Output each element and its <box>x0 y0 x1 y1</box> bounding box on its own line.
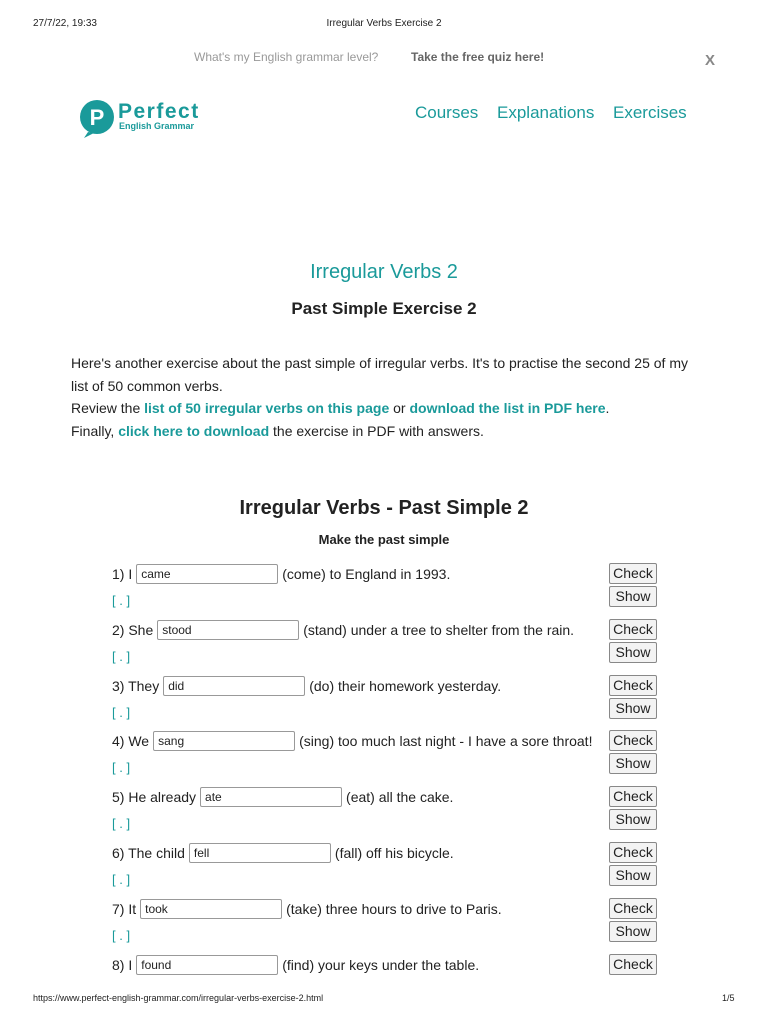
question-suffix: (do) their homework yesterday. <box>309 677 502 694</box>
svg-text:P: P <box>89 105 105 130</box>
svg-text:Perfect: Perfect <box>118 100 200 123</box>
check-button[interactable]: Check <box>609 898 657 919</box>
logo-mark-icon <box>78 98 208 138</box>
check-button[interactable]: Check <box>609 730 657 751</box>
question-row <box>112 786 453 808</box>
question-row <box>112 954 479 976</box>
nav-exercises[interactable]: Exercises <box>613 103 687 122</box>
download-pdf-list-link[interactable]: download the list in PDF here <box>409 400 606 416</box>
check-button[interactable]: Check <box>609 954 657 975</box>
show-button[interactable]: Show <box>609 642 657 663</box>
question-suffix: (eat) all the cake. <box>346 789 454 806</box>
question-row <box>112 842 454 864</box>
check-button[interactable]: Check <box>609 619 657 640</box>
site-logo[interactable] <box>78 98 208 138</box>
download-exercise-link[interactable]: click here to download <box>118 422 270 439</box>
intro-paragraph <box>71 352 701 442</box>
show-button[interactable]: Show <box>609 809 657 830</box>
answer-input[interactable]: took <box>140 899 282 919</box>
irregular-verbs-list-link[interactable]: list of 50 irregular verbs on this page <box>144 400 390 416</box>
exercise-instruction: Make the past simple <box>318 532 450 547</box>
question-prefix: 4) We <box>112 733 150 750</box>
question-suffix: (take) three hours to drive to Paris. <box>286 900 502 917</box>
print-doc-title: Irregular Verbs Exercise 2 <box>326 18 442 29</box>
exercise-title: Irregular Verbs - Past Simple 2 <box>239 497 529 519</box>
answer-input[interactable]: did <box>163 676 305 696</box>
check-button[interactable]: Check <box>609 842 657 863</box>
question-prefix: 6) The child <box>112 845 185 861</box>
question-row <box>112 563 450 585</box>
hint-link[interactable]: [ . ] <box>112 816 131 832</box>
question-suffix: (fall) off his bicycle. <box>334 845 454 861</box>
question-prefix: 5) He already <box>112 789 197 806</box>
hint-link[interactable]: [ . ] <box>112 927 131 943</box>
nav-courses[interactable]: Courses <box>415 103 479 122</box>
answer-input[interactable]: ate <box>200 787 342 807</box>
hint-link[interactable]: [ . ] <box>112 704 131 720</box>
hint-link[interactable]: [ . ] <box>112 593 131 608</box>
answer-input[interactable]: stood <box>157 620 299 640</box>
intro-line1: Here's another exercise about the past simple of irregular verbs. It's to practise the second 25 of my list of 50 common verbs. <box>71 355 688 394</box>
question-suffix: (sing) too much last night - I have a sore throat! <box>299 733 593 750</box>
intro-final-line: Finally, click here to download the exercise in PDF with answers. <box>71 422 484 439</box>
question-prefix: 8) I <box>112 956 133 973</box>
answer-input[interactable]: sang <box>153 731 295 751</box>
svg-text:English Grammar: English Grammar <box>119 121 195 131</box>
footer-url: https://www.perfect-english-grammar.com/irregular-verbs-exercise-2.html <box>33 993 324 1003</box>
print-datetime: 27/7/22, 19:33 <box>33 18 97 29</box>
page-title: Irregular Verbs 2 <box>310 261 458 283</box>
show-button[interactable]: Show <box>609 865 657 886</box>
question-row <box>112 619 574 641</box>
question-prefix: 7) It <box>112 900 137 917</box>
promo-question: What's my English grammar level? <box>194 50 379 64</box>
check-button[interactable]: Check <box>609 786 657 807</box>
question-suffix: (find) your keys under the table. <box>282 956 480 973</box>
intro-review-line: Review the list of 50 irregular verbs on this page or download the list in PDF here. <box>71 400 610 416</box>
show-button[interactable]: Show <box>609 698 657 719</box>
quiz-link[interactable]: Take the free quiz here! <box>411 50 545 64</box>
question-row <box>112 675 501 697</box>
footer-page-number: 1/5 <box>722 993 735 1003</box>
question-prefix: 2) She <box>112 621 154 638</box>
show-button[interactable]: Show <box>609 753 657 774</box>
hint-link[interactable]: [ . ] <box>112 648 131 664</box>
show-button[interactable]: Show <box>609 921 657 942</box>
question-suffix: (come) to England in 1993. <box>282 566 451 582</box>
question-prefix: 3) They <box>112 677 160 694</box>
hint-link[interactable]: [ . ] <box>112 760 131 776</box>
nav-explanations[interactable]: Explanations <box>497 103 595 122</box>
answer-input[interactable]: found <box>136 955 278 975</box>
question-suffix: (stand) under a tree to shelter from the rain. <box>303 621 575 638</box>
page-subtitle: Past Simple Exercise 2 <box>291 299 477 318</box>
answer-input[interactable]: came <box>136 564 278 584</box>
show-button[interactable]: Show <box>609 586 657 607</box>
question-row <box>112 730 592 752</box>
check-button[interactable]: Check <box>609 675 657 696</box>
hint-link[interactable]: [ . ] <box>112 872 131 887</box>
question-prefix: 1) I <box>112 566 133 582</box>
question-row <box>112 898 502 920</box>
answer-input[interactable]: fell <box>189 843 331 863</box>
close-icon[interactable]: X <box>705 52 716 69</box>
check-button[interactable]: Check <box>609 563 657 584</box>
